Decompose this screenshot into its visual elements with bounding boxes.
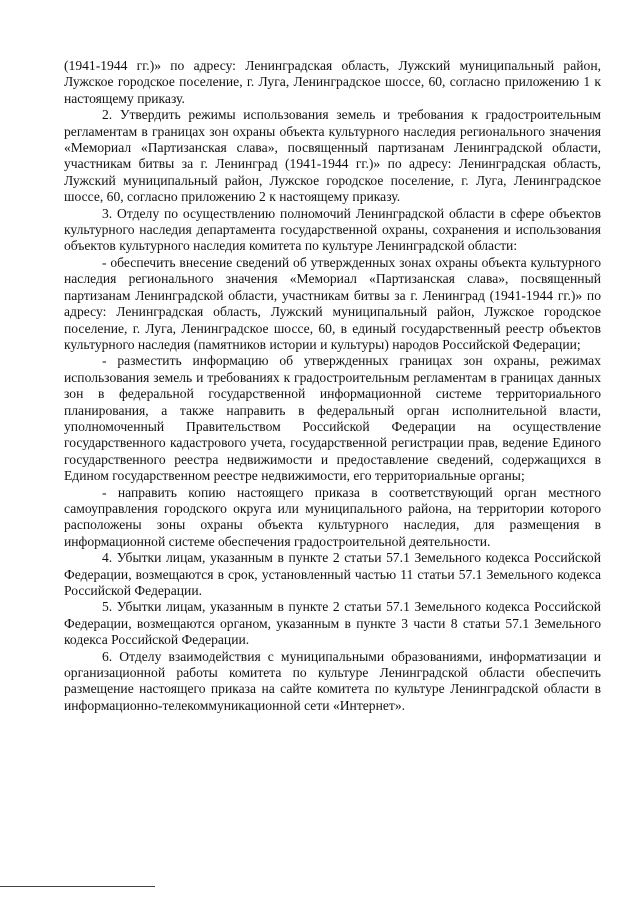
bullet-publish-info: - разместить информацию об утвержденных границах зон охраны, режимах использования земель и требованиях к градостроительным регламентам в границах данных зон в федеральной государственной информационной системе территориального планирования, а также направить в федеральный орган исполнительной власти, уполномоченный Правительством Российской Федерации на осуществление государственного кадастрового учета, государственной регистрации прав, ведение Единого государственного реестра недвижимости и предоставление сведений, содержащихся в Едином государственном реестре недвижимости, его территориальные органы;: [64, 353, 601, 484]
paragraph-item-4: 4. Убытки лицам, указанным в пункте 2 статьи 57.1 Земельного кодекса Российской Федерации, возмещаются в срок, установленный частью 11 статьи 57.1 Земельного кодекса Российской Федерации.: [64, 550, 601, 598]
footnote-divider: [0, 886, 155, 887]
document-body: [64, 58, 601, 714]
paragraph-item-5: 5. Убытки лицам, указанным в пункте 2 статьи 57.1 Земельного кодекса Российской Федерации, возмещаются органом, указанным в пункте 3 части 8 статьи 57.1 Земельного кодекса Российской Федерации.: [64, 599, 601, 648]
paragraph-continuation: (1941-1944 гг.)» по адресу: Ленинградская область, Лужский муниципальный район, Лужское городское поселение, г. Луга, Ленинградское шоссе, 60, согласно приложению 1 к настоящему приказу.: [64, 58, 601, 106]
paragraph-item-3: 3. Отделу по осуществлению полномочий Ленинградской области в сфере объектов культурного наследия департамента государственной охраны, сохранения и использования объектов культурного наследия комитета по культуре Ленинградской области:: [64, 205, 601, 254]
bullet-register: - обеспечить внесение сведений об утвержденных зонах охраны объекта культурного наследия регионального значения «Мемориал «Партизанская слава», посвященный партизанам Ленинградской области, участникам битвы за г. Ленинград (1941-1944 гг.)» по адресу: Ленинградская область, Лужский муниципальный район, Лужское городское поселение, г. Луга, Ленинградское шоссе, 60, в единый государственный реестр объектов культурного наследия (памятников истории и культуры) народов Российской Федерации;: [64, 254, 601, 352]
paragraph-item-6: 6. Отделу взаимодействия с муниципальными образованиями, информатизации и организационной работы комитета по культуре Ленинградской области обеспечить размещение настоящего приказа на сайте комитета по культуре Ленинградской области в информационно-телекоммуникационной сети «Интернет».: [64, 648, 601, 713]
paragraph-item-2: 2. Утвердить режимы использования земель и требования к градостроительным регламентам в границах зон охраны объекта культурного наследия регионального значения «Мемориал «Партизанская слава», посвященный партизанам Ленинградской области, участникам битвы за г. Ленинград (1941-1944 гг.)» по адресу: Ленинградская область, Лужский муниципальный район, Лужское городское поселение, г. Луга, Ленинградское шоссе, 60, согласно приложению 2 к настоящему приказу.: [64, 107, 601, 205]
bullet-send-copy: - направить копию настоящего приказа в соответствующий орган местного самоуправления городского округа или муниципального района, на территории которого расположены зоны охраны объекта культурного наследия, для размещения в информационной системе обеспечения градостроительной деятельности.: [64, 484, 601, 549]
